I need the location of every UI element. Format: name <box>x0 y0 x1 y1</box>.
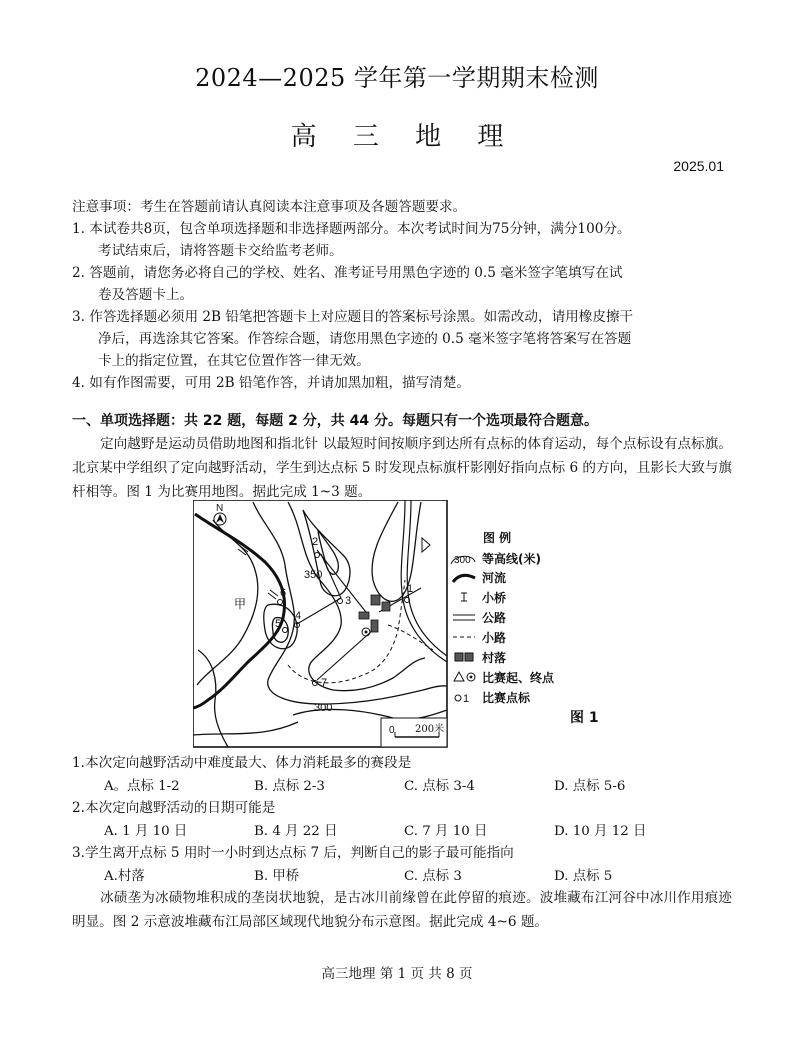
scale-bar <box>381 718 447 747</box>
svg-text:1: 1 <box>463 693 470 705</box>
checkpoint-label: 3 <box>345 595 352 607</box>
legend-label: 村落 <box>482 651 507 665</box>
question-options <box>104 820 704 839</box>
contour-label: 300 <box>314 702 333 714</box>
road-icon <box>453 615 475 620</box>
village-icon <box>455 653 473 661</box>
legend-label: 小桥 <box>482 591 507 605</box>
notice-heading: 注意事项：考生在答题前请认真阅读本注意事项及各题答题要求。 <box>72 199 467 215</box>
svg-text:200米: 200米 <box>415 724 445 735</box>
option-d[interactable]: D. 点标 5 <box>554 869 613 884</box>
page-footer: 高三地理 第 1 页 共 8 页 <box>321 966 473 982</box>
place-label-jia: 甲 <box>234 597 247 611</box>
legend-label: 公路 <box>482 611 507 625</box>
option-d[interactable]: D. 10 月 12 日 <box>554 824 647 839</box>
option-c[interactable]: C. 7 月 10 日 <box>404 824 488 839</box>
option-b[interactable]: B. 甲桥 <box>254 869 300 884</box>
svg-text:N: N <box>216 503 224 514</box>
option-a[interactable]: A. 1 月 10 日 <box>104 824 188 839</box>
legend-label: 河流 <box>482 571 507 585</box>
notice-item: 1. 本试卷共8页，包含单项选择题和非选择题两部分。本次考试时间为75分钟，满分100分。 <box>72 221 631 237</box>
exam-title: 2024—2025 学年第一学期期末检测 <box>195 64 599 92</box>
question-stem: 2.本次定向越野活动的日期可能是 <box>72 800 276 816</box>
option-d[interactable]: D. 点标 5-6 <box>554 779 626 794</box>
footpaths <box>288 580 433 683</box>
checkpoint-label: 7 <box>321 677 328 689</box>
svg-text:0: 0 <box>389 725 395 736</box>
checkpoint-label: 1 <box>407 583 414 595</box>
notice-item: 3. 作答选择题必须用 2B 铅笔把答题卡上对应题目的答案标号涂黑。如需改动，请用橡皮擦干 <box>72 309 634 325</box>
checkpoint-label: 4 <box>295 610 302 622</box>
figure-label: 图 1 <box>570 710 599 726</box>
option-c[interactable]: C. 点标 3-4 <box>404 779 475 794</box>
intro-paragraph: 定向越野是运动员借助地图和指北针 以最短时间按顺序到达所有点标的体育运动，每个点标设有点标旗。北京某中学组织了定向越野活动，学生到达点标 5 时发现点标旗杆影刚好指向点标 6 的方向，且影长大致与旗杆相等。图 1 为比赛用地图。据此完成 1~3 题。 <box>72 436 732 500</box>
question-options <box>104 775 704 794</box>
notice-item: 考试结束后，请将答题卡交给监考老师。 <box>98 243 343 259</box>
legend-title: 图 例 <box>483 531 512 545</box>
section-heading: 一、单项选择题：共 22 题，每题 2 分，共 44 分。每题只有一个选项最符合题意。 <box>72 413 598 429</box>
legend-label: 比赛起、终点 <box>482 671 555 685</box>
checkpoint-label: 6 <box>280 587 287 599</box>
option-a[interactable]: A.村落 <box>104 869 145 884</box>
legend-label: 等高线(米) <box>482 552 541 566</box>
checkpoint-label: 5 <box>275 618 282 630</box>
question-options <box>104 865 704 884</box>
notice-item: 2. 答题前，请您务必将自己的学校、姓名、准考证号用黑色字迹的 0.5 毫米签字笔填写在试 <box>72 265 623 281</box>
legend <box>451 530 555 705</box>
village-icon <box>359 595 390 632</box>
question-stem: 1.本次定向越野活动中难度最大、体力消耗最多的赛段是 <box>72 755 412 771</box>
option-b[interactable]: B. 4 月 22 日 <box>254 824 338 839</box>
notice-item: 4. 如有作图需要，可用 2B 铅笔作答，并请加黑加粗，描写清楚。 <box>72 375 471 391</box>
contour-label: 350 <box>304 569 323 581</box>
checkpoint-icon <box>455 693 469 705</box>
river <box>193 514 285 708</box>
exam-date: 2025.01 <box>673 158 724 174</box>
roads <box>401 500 447 662</box>
intro-paragraph: 冰碛垄为冰碛物堆积成的垄岗状地貌，是古冰川前缘曾在此停留的痕迹。波堆藏布江河谷中冰川作用痕迹明显。图 2 示意波堆藏布江局部区域现代地貌分布示意图。据此完成 4~6 题。 <box>72 890 732 930</box>
notice-item: 卷及答题卡上。 <box>98 287 194 303</box>
question-stem: 3.学生离开点标 5 用时一小时到达点标 7 后，判断自己的影子最可能指向 <box>72 845 514 861</box>
contour-line-icon <box>451 555 475 566</box>
option-c[interactable]: C. 点标 3 <box>404 869 462 884</box>
notice-item: 净后，再选涂其它答案。作答综合题，请您用黑色字迹的 0.5 毫米签字笔将答案写在答题 <box>98 331 632 347</box>
legend-label: 小路 <box>482 631 507 645</box>
subject-title: 高 三 地 理 <box>290 122 518 152</box>
legend-label: 比赛点标 <box>482 691 531 705</box>
start-finish-icon <box>454 672 475 681</box>
svg-text:300: 300 <box>454 555 471 566</box>
orienteering-map <box>193 500 633 750</box>
north-arrow-icon <box>214 503 226 525</box>
bridge-icon <box>461 593 467 601</box>
notice-item: 卡上的指定位置，在其它位置作答一律无效。 <box>98 353 370 369</box>
start-icon <box>422 538 430 552</box>
option-b[interactable]: B. 点标 2-3 <box>254 779 325 794</box>
option-a[interactable]: A。点标 1-2 <box>104 779 180 794</box>
river-icon <box>453 575 475 582</box>
checkpoint-label: 2 <box>312 536 319 548</box>
